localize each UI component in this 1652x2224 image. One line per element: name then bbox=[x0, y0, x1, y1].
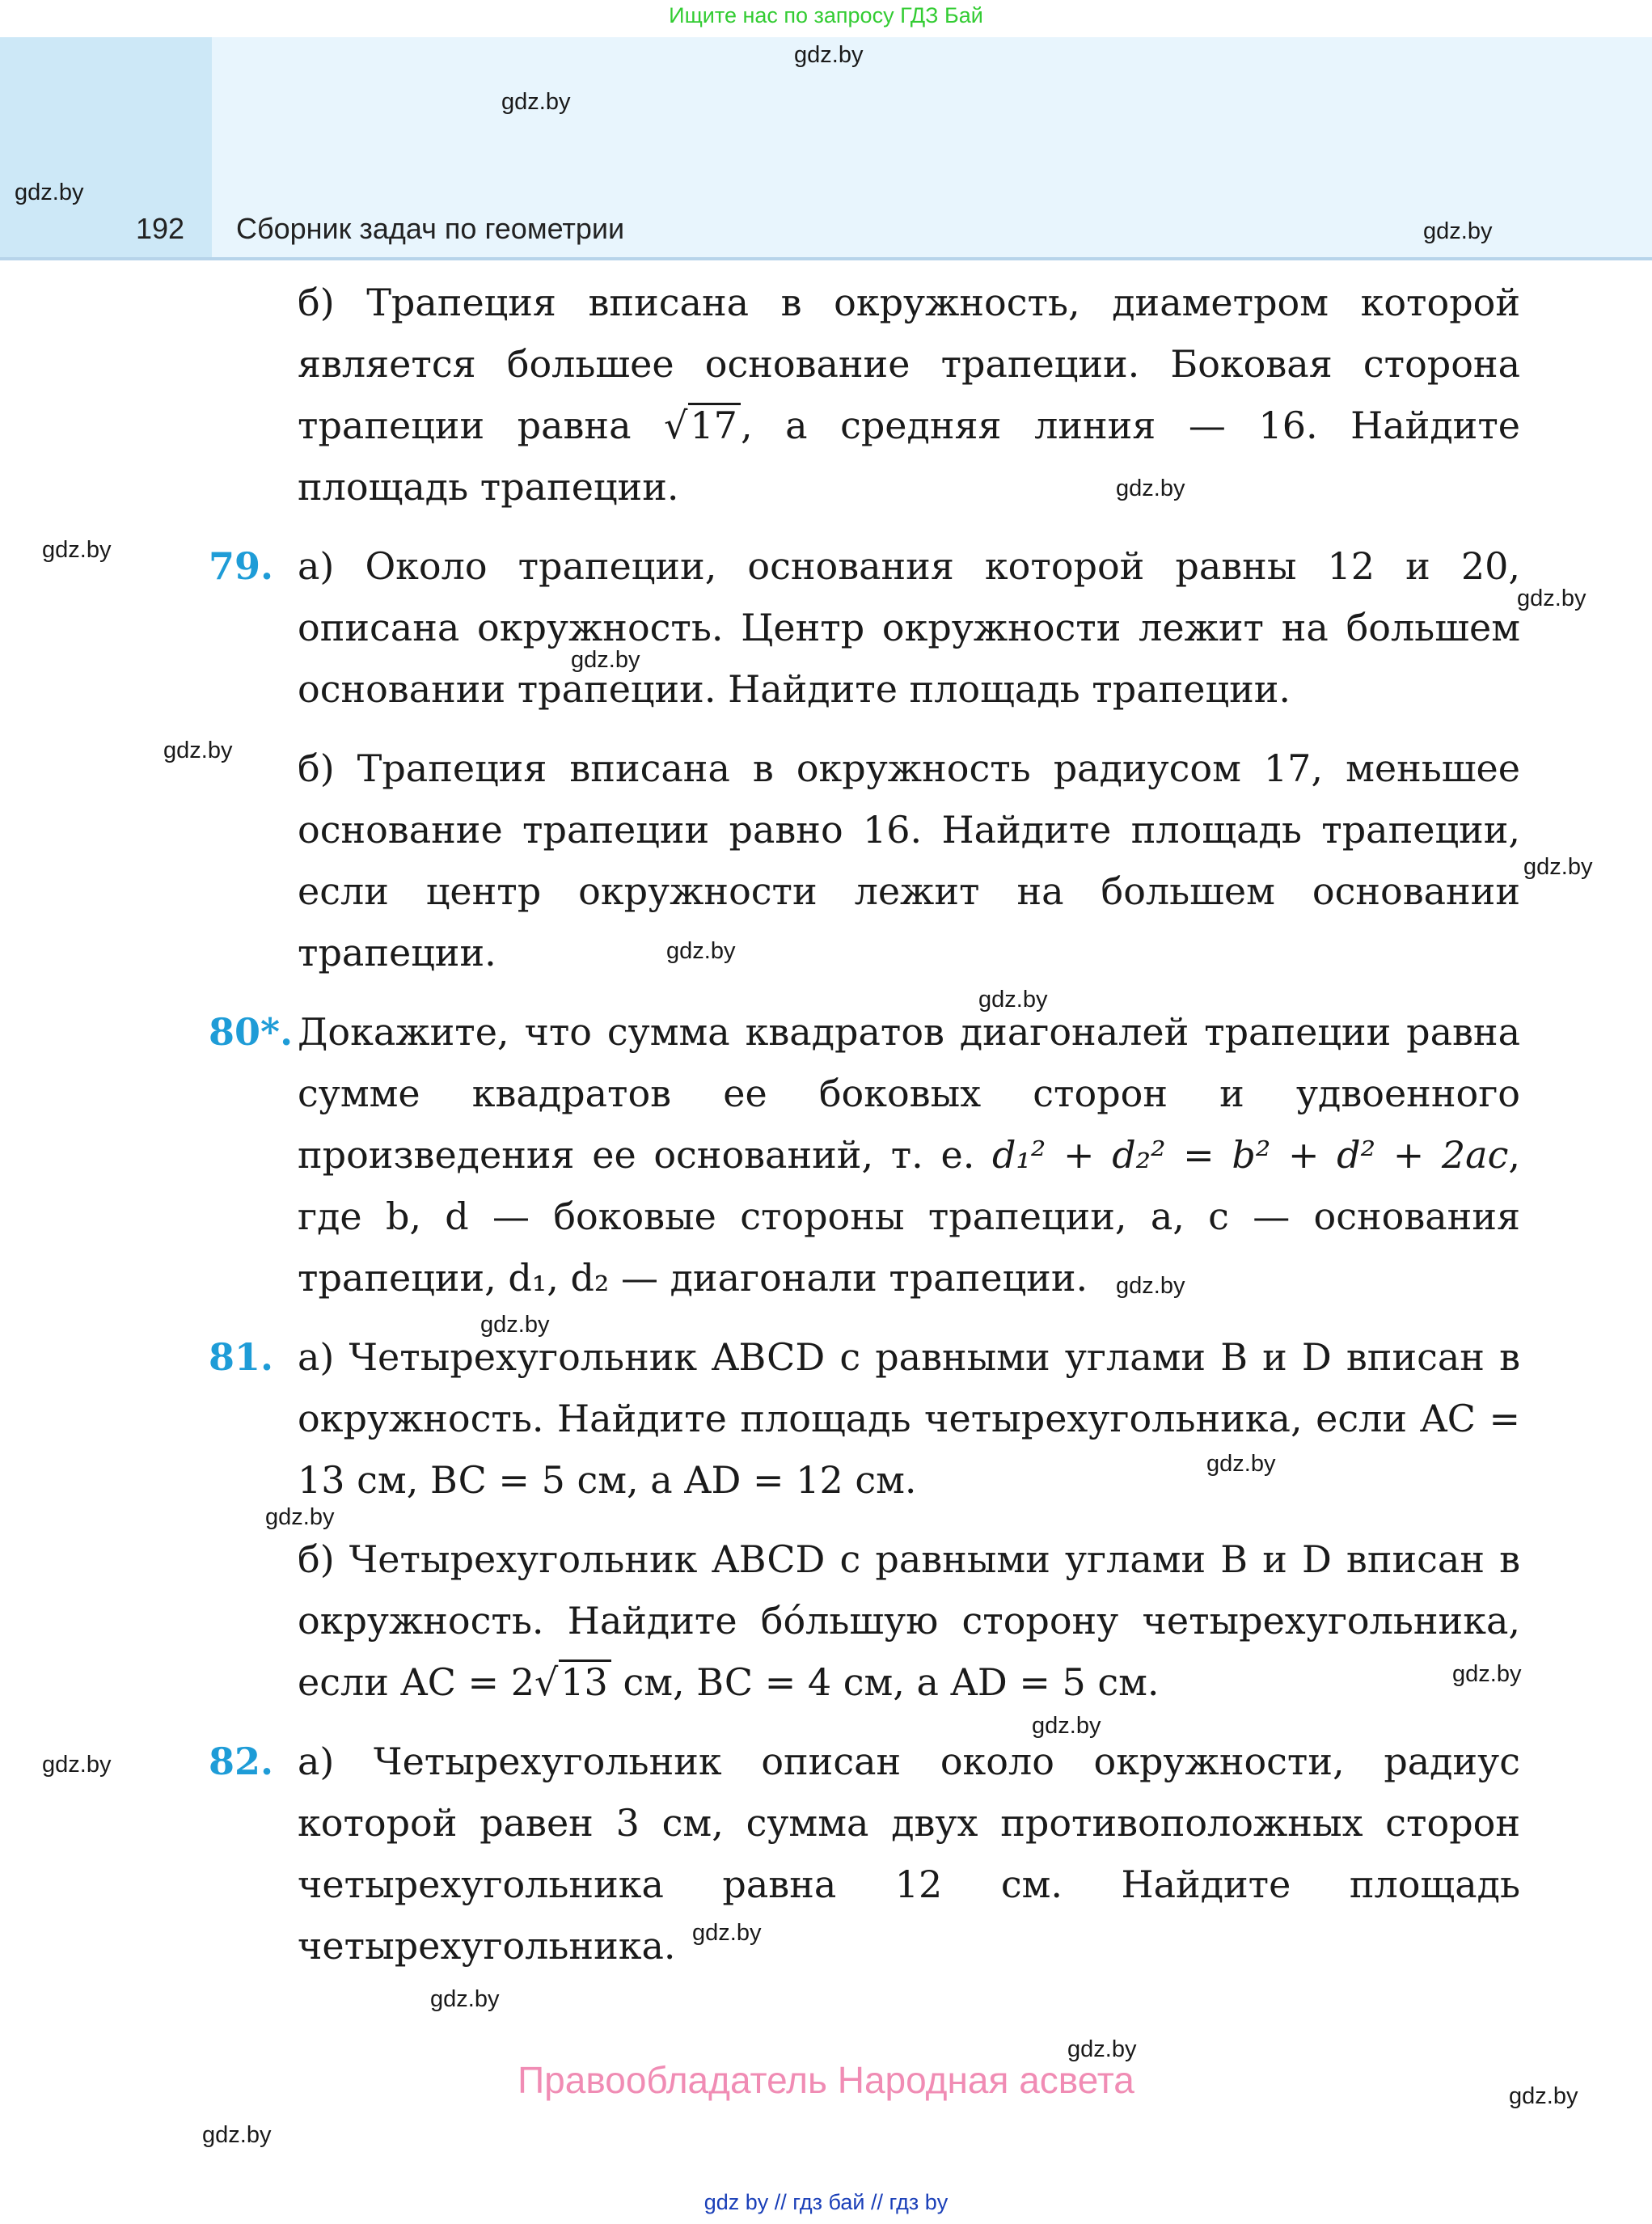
watermark: gdz.by bbox=[1423, 218, 1493, 244]
watermark: gdz.by bbox=[1509, 2083, 1578, 2109]
problem-79b bbox=[194, 738, 1520, 983]
watermark: gdz.by bbox=[978, 987, 1048, 1013]
problem-82a-text: а) Четырехугольник описан около окружности, радиус которой равен 3 см, сумма двух противоположных сторон четырехугольника равна 12 см. Найдите площадь четырехугольника. bbox=[298, 1740, 1520, 1968]
watermark: gdz.by bbox=[42, 1752, 112, 1778]
watermark: gdz.by bbox=[501, 89, 571, 115]
problem-78b-text-start: б) Трапеция вписана в окружность, диаметром которой является большее основание трапеции. Боковая сторона трапеции равна bbox=[298, 281, 1520, 447]
watermark: gdz.by bbox=[692, 1920, 762, 1946]
watermark: gdz.by bbox=[430, 1986, 500, 2012]
problem-number: 82. bbox=[209, 1740, 274, 1783]
problem-number: 81. bbox=[209, 1335, 274, 1379]
watermark: gdz.by bbox=[480, 1312, 550, 1338]
page-number: 192 bbox=[136, 212, 185, 245]
watermark: gdz.by bbox=[666, 938, 736, 964]
problem-82a bbox=[194, 1731, 1520, 1977]
watermark: gdz.by bbox=[265, 1504, 335, 1530]
running-title: Сборник задач по геометрии bbox=[236, 212, 625, 245]
watermark: gdz.by bbox=[794, 42, 864, 68]
sqrt-radicand: 13 bbox=[559, 1660, 611, 1702]
problem-79b-text: б) Трапеция вписана в окружность радиусом 17, меньшее основание трапеции равно 16. Найдите площадь трапеции, если центр окружности лежит на большем основании трапеции. bbox=[298, 746, 1520, 975]
watermark: gdz.by bbox=[1517, 586, 1587, 611]
problem-80 bbox=[194, 1001, 1520, 1309]
watermark: gdz.by bbox=[202, 2122, 272, 2148]
problem-number: 79. bbox=[209, 544, 274, 588]
problem-78b-text-end: , а средняя линия — 16. Найдите площадь трапеции. bbox=[298, 404, 1520, 509]
problem-80-text-end: , где b, d — боковые стороны трапеции, a, c — основания трапеции, d₁, d₂ — диагонали трапеции. bbox=[298, 1133, 1520, 1300]
footer-links[interactable]: gdz by // гдз бай // гдз by bbox=[703, 2190, 949, 2214]
problem-81b-text-end: см, BC = 4 см, а AD = 5 см. bbox=[611, 1660, 1160, 1704]
problem-81a-text: а) Четырехугольник ABCD с равными углами B и D вписан в окружность. Найдите площадь четырехугольника, если AC = 13 см, BC = 5 см, а AD = 12 см. bbox=[298, 1335, 1520, 1502]
watermark: gdz.by bbox=[163, 738, 233, 763]
watermark: gdz.by bbox=[1452, 1661, 1522, 1687]
sqrt-sign: √ bbox=[534, 1660, 559, 1704]
watermark: gdz.by bbox=[1116, 476, 1185, 501]
problem-number: 80*. bbox=[209, 1010, 294, 1054]
watermark: gdz.by bbox=[1067, 2036, 1137, 2062]
problem-80-text-start: Докажите, что сумма квадратов диагоналей трапеции равна сумме квадратов ее боковых сторон и удвоенного произведения ее оснований, т. е. bbox=[298, 1010, 1520, 1177]
watermark: gdz.by bbox=[1032, 1713, 1101, 1739]
top-search-hint[interactable]: Ищите нас по запросу ГДЗ Бай bbox=[669, 3, 983, 27]
problem-79a-text: а) Около трапеции, основания которой равны 12 и 20, описана окружность. Центр окружности лежит на большем основании трапеции. Найдите площадь трапеции. bbox=[298, 544, 1520, 711]
watermark: gdz.by bbox=[571, 647, 640, 673]
sqrt-radicand: 17 bbox=[688, 403, 741, 446]
formula: d₁² + d₂² = b² + d² + 2ac bbox=[991, 1133, 1509, 1177]
page-content bbox=[194, 272, 1520, 1994]
watermark: gdz.by bbox=[15, 180, 84, 205]
problem-81b bbox=[194, 1528, 1520, 1713]
problem-81b-text-start: б) Четырехугольник ABCD с равными углами B и D вписан в окружность. Найдите бо́льшую сторону четырехугольника, если AC = 2 bbox=[298, 1537, 1520, 1704]
watermark: gdz.by bbox=[42, 537, 112, 563]
watermark: gdz.by bbox=[1206, 1451, 1276, 1477]
watermark: gdz.by bbox=[1523, 854, 1593, 880]
problem-79a bbox=[194, 535, 1520, 720]
problem-81a bbox=[194, 1326, 1520, 1511]
watermark: gdz.by bbox=[1116, 1273, 1185, 1299]
rights-holder: Правообладатель Народная асвета bbox=[518, 2059, 1134, 2101]
header-divider bbox=[0, 257, 1652, 260]
problem-78b bbox=[194, 272, 1520, 518]
sqrt-sign: √ bbox=[664, 404, 688, 447]
